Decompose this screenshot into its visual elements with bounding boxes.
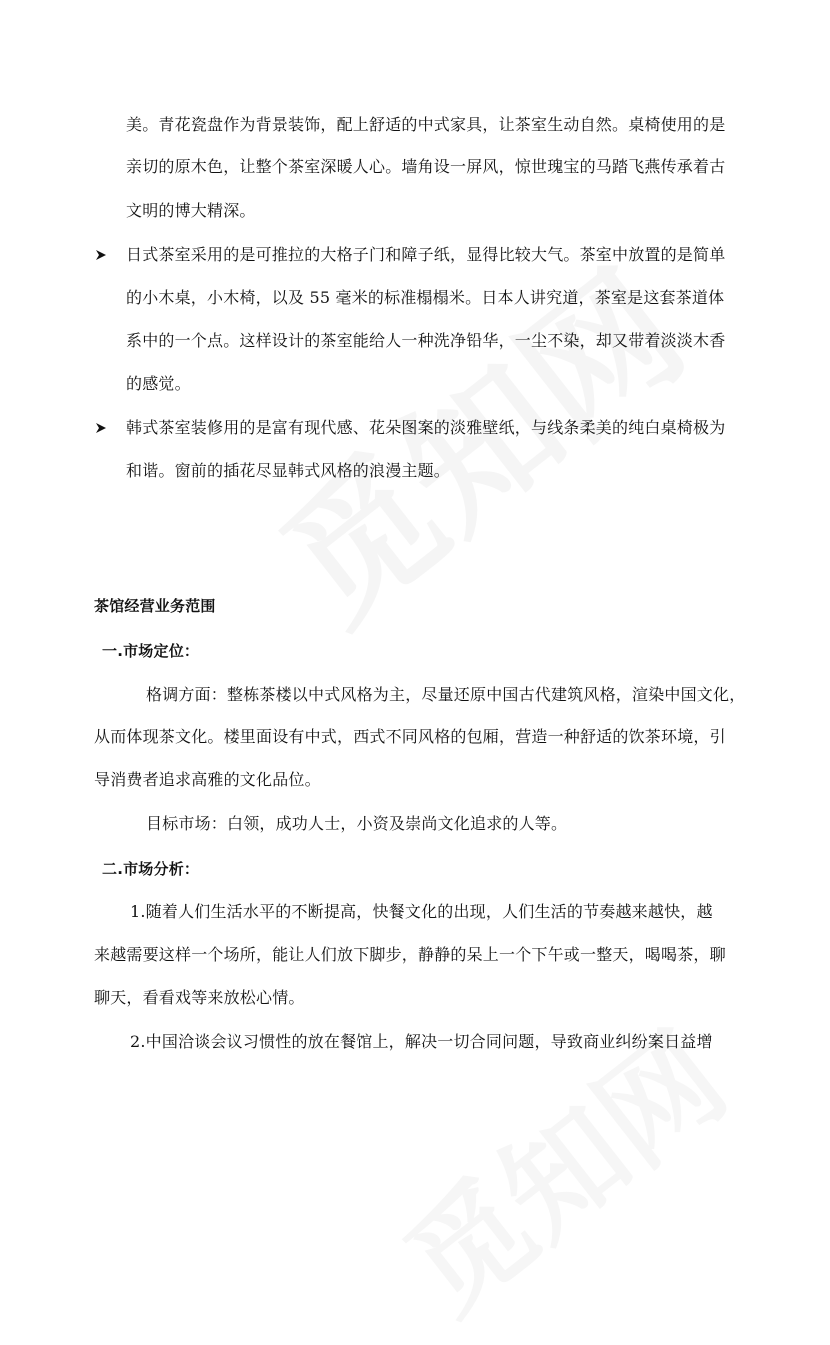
paragraph-line: 文明的博大精深。 bbox=[126, 201, 256, 220]
paragraph-line: 的感觉。 bbox=[126, 374, 191, 393]
paragraph-line: 亲切的原木色，让整个茶室深暖人心。墙角设一屏风，惊世瑰宝的马踏飞燕传承着古 bbox=[126, 157, 726, 176]
paragraph-line: 聊天，看看戏等来放松心情。 bbox=[94, 988, 305, 1007]
section-heading: 茶馆经营业务范围 bbox=[94, 597, 216, 615]
paragraph-line: 1.随着人们生活水平的不断提高，快餐文化的出现，人们生活的节奏越来越快，越 bbox=[130, 902, 713, 921]
paragraph-line: 和谐。窗前的插花尽显韩式风格的浪漫主题。 bbox=[126, 461, 451, 480]
paragraph-line: 目标市场：白领，成功人士，小资及崇尚文化追求的人等。 bbox=[146, 814, 568, 833]
paragraph-line: 美。青花瓷盘作为背景装饰，配上舒适的中式家具，让茶室生动自然。桌椅使用的是 bbox=[126, 115, 726, 134]
subsection-heading: 一.市场定位： bbox=[102, 642, 200, 660]
paragraph-line: 2.中国洽谈会议习惯性的放在餐馆上，解决一切合同问题，导致商业纠纷案日益增 bbox=[130, 1032, 713, 1051]
paragraph-line: 从而体现茶文化。楼里面设有中式，西式不同风格的包厢，营造一种舒适的饮茶环境，引 bbox=[94, 727, 726, 746]
paragraph-line: 格调方面：整栋茶楼以中式风格为主，尽量还原中国古代建筑风格，渲染中国文化， bbox=[146, 685, 746, 704]
paragraph-line: 来越需要这样一个场所，能让人们放下脚步，静静的呆上一个下午或一整天，喝喝茶，聊 bbox=[94, 945, 726, 964]
paragraph-line: 日式茶室采用的是可推拉的大格子门和障子纸，显得比较大气。茶室中放置的是简单 bbox=[126, 245, 726, 264]
paragraph-line: 的小木桌，小木椅，以及 55 毫米的标准榻榻米。日本人讲究道，茶室是这套茶道体 bbox=[126, 288, 725, 307]
subsection-heading: 二.市场分析： bbox=[102, 860, 200, 878]
paragraph-line: 韩式茶室装修用的是富有现代感、花朵图案的淡雅壁纸，与线条柔美的纯白桌椅极为 bbox=[126, 418, 726, 437]
paragraph-line: 系中的一个点。这样设计的茶室能给人一种洗净铅华，一尘不染，却又带着淡淡木香 bbox=[126, 331, 726, 350]
arrow-bullet-icon bbox=[94, 421, 108, 435]
paragraph-line: 导消费者追求高雅的文化品位。 bbox=[94, 770, 321, 789]
arrow-bullet-icon bbox=[94, 248, 108, 262]
